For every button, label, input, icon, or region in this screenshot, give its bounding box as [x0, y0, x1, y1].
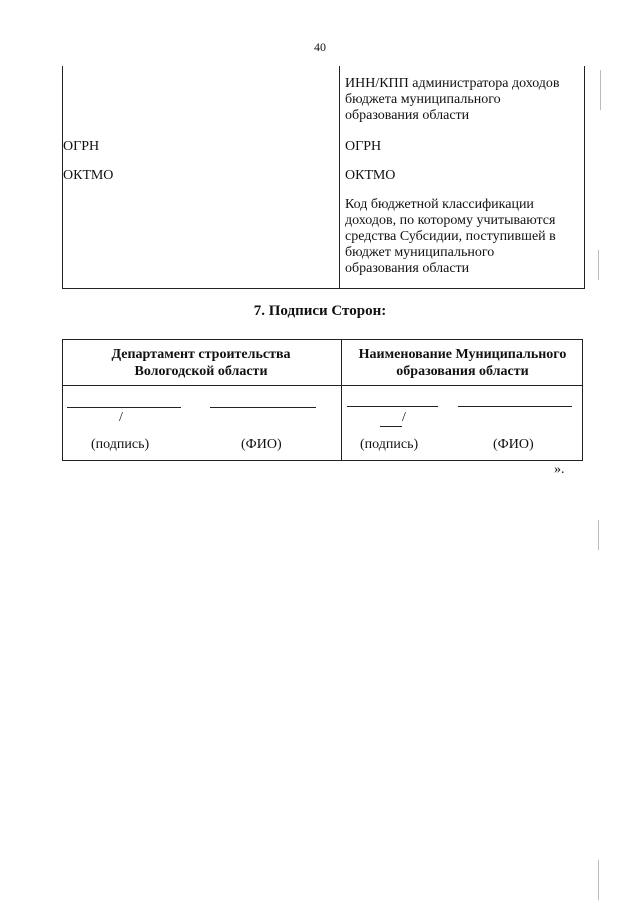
signatures-table [62, 339, 583, 461]
left-ogrn-label: ОГРН [63, 139, 100, 154]
scan-artifact [598, 520, 599, 550]
section-title: 7. Подписи Сторон: [253, 303, 387, 319]
inn-kpp-line-2: бюджета муниципального [345, 92, 501, 107]
kbk-line-1: Код бюджетной классификации [345, 197, 534, 212]
scan-artifact [600, 70, 601, 110]
left-signature-caption: (подпись) [91, 437, 150, 452]
scan-artifact [598, 250, 599, 280]
right-party-header [342, 346, 583, 380]
signatures-header-divider [63, 385, 582, 386]
left-fio-caption: (ФИО) [241, 437, 282, 452]
left-party-header [63, 346, 339, 380]
inn-kpp-label [345, 76, 560, 124]
kbk-line-2: доходов, по которому учитываются [345, 213, 556, 228]
right-slash: / [402, 410, 406, 425]
left-header-line-1: Департамент строительства [111, 347, 291, 362]
kbk-label [345, 197, 556, 277]
closing-quote: ». [554, 462, 565, 477]
inn-kpp-line-3: образования области [345, 108, 470, 123]
kbk-line-5: образования области [345, 261, 470, 276]
left-oktmo-label: ОКТМО [63, 168, 114, 183]
page-number: 40 [314, 40, 326, 54]
right-header-line-2: образования области [396, 364, 529, 379]
left-signature-line [67, 407, 181, 408]
left-slash: / [119, 410, 123, 425]
right-header-line-1: Наименование Муниципального [358, 347, 567, 362]
right-signature-caption: (подпись) [360, 437, 419, 452]
kbk-line-4: бюджет муниципального [345, 245, 495, 260]
left-fio-line [210, 407, 316, 408]
right-fio-line [458, 406, 572, 407]
right-oktmo-label: ОКТМО [345, 168, 396, 183]
left-header-line-2: Вологодской области [134, 364, 268, 379]
kbk-line-3: средства Субсидии, поступившей в [345, 229, 556, 244]
column-divider [339, 66, 340, 288]
requisites-table [62, 66, 585, 289]
right-ogrn-label: ОГРН [345, 139, 382, 154]
inn-kpp-line-1: ИНН/КПП администратора доходов [345, 76, 560, 91]
right-short-line [380, 426, 402, 427]
scan-artifact [598, 860, 599, 900]
right-signature-line [347, 406, 438, 407]
right-fio-caption: (ФИО) [493, 437, 534, 452]
